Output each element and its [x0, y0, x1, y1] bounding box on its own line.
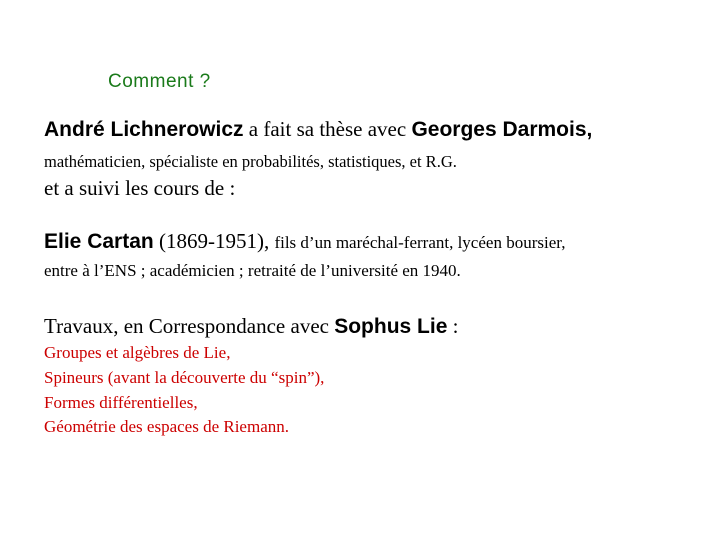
cartan-name: Elie Cartan [44, 230, 154, 253]
travaux-item: Formes différentielles, [44, 393, 198, 412]
advisor-description: mathématicien, spécialiste en probabilités, statistiques, et R.G. [44, 152, 457, 171]
cartan-career: entre à l’ENS ; académicien ; retraité de l’université en 1940. [44, 261, 461, 280]
intro-connector: a fait sa thèse avec [243, 117, 412, 141]
advisor-name: Georges Darmois, [411, 118, 593, 141]
cartan-dates: (1869-1951), [153, 229, 275, 253]
travaux-item: Spineurs (avant la découverte du “spin”), [44, 368, 325, 387]
slide-title: Comment ? [108, 71, 211, 92]
travaux-tail: : [447, 314, 459, 338]
sophus-lie-name: Sophus Lie [334, 315, 448, 338]
cartan-line [44, 231, 565, 252]
cartan-details: fils d’un maréchal-ferrant, lycéen boursier, [274, 233, 566, 252]
travaux-item: Géométrie des espaces de Riemann. [44, 417, 289, 436]
travaux-line [44, 316, 459, 337]
travaux-lead: Travaux, en Correspondance avec [44, 314, 335, 338]
person-name: André Lichnerowicz [44, 118, 244, 141]
travaux-item: Groupes et algèbres de Lie, [44, 343, 231, 362]
intro-sentence [44, 119, 592, 140]
followup-sentence: et a suivi les cours de : [44, 176, 236, 200]
